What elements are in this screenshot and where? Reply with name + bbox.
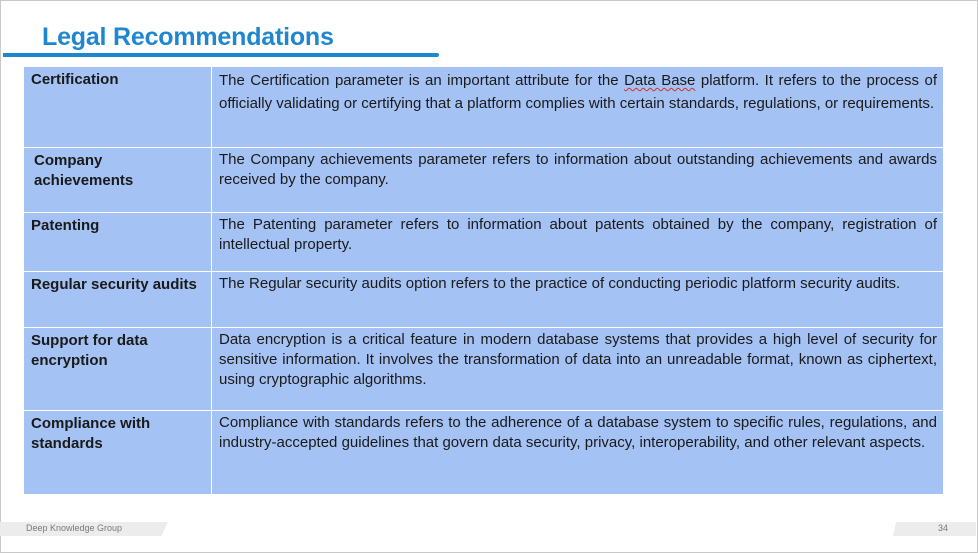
row-label: Company achievements bbox=[24, 148, 212, 213]
row-label: Patenting bbox=[24, 213, 212, 272]
row-description: The Patenting parameter refers to information about patents obtained by the company, registration of intellectual property. bbox=[212, 213, 944, 272]
row-description: The Regular security audits option refers to the practice of conducting periodic platform security audits. bbox=[212, 272, 944, 328]
footer-company: Deep Knowledge Group bbox=[26, 523, 123, 533]
page-number: 34 bbox=[938, 523, 949, 533]
row-description: Compliance with standards refers to the adherence of a database system to specific rules, regulations, and industry-accepted guidelines that govern data security, privacy, interoperability, and other relevant aspects. bbox=[212, 411, 944, 495]
table-row bbox=[24, 213, 944, 272]
row-label: Support for data encryption bbox=[24, 328, 212, 411]
slide-title: Legal Recommendations bbox=[42, 23, 334, 51]
description-text: platform. It refers to the process of officially validating or certifying that a platform complies with certain standards, regulations, or requirements. bbox=[219, 72, 937, 112]
row-label: Regular security audits bbox=[24, 272, 212, 328]
footer-right-band bbox=[893, 522, 976, 536]
row-description bbox=[212, 67, 944, 148]
description-text: The Certification parameter is an important attribute for the bbox=[219, 72, 625, 89]
row-label: Certification bbox=[24, 67, 212, 148]
row-description: The Company achievements parameter refers to information about outstanding achievements and awards received by the company. bbox=[212, 148, 944, 213]
row-description: Data encryption is a critical feature in modern database systems that provides a high level of security for sensitive information. It involves the transformation of data into an unreadable format, known as ciphertext, using cryptographic algorithms. bbox=[212, 328, 944, 411]
table-row bbox=[24, 67, 944, 148]
table-row bbox=[24, 148, 944, 213]
title-underline bbox=[3, 53, 439, 57]
table-row bbox=[24, 411, 944, 495]
recommendations-table bbox=[23, 66, 944, 495]
row-label: Compliance with standards bbox=[24, 411, 212, 495]
spellcheck-flagged-text: Data Base bbox=[624, 72, 696, 89]
table-row bbox=[24, 272, 944, 328]
table-row bbox=[24, 328, 944, 411]
